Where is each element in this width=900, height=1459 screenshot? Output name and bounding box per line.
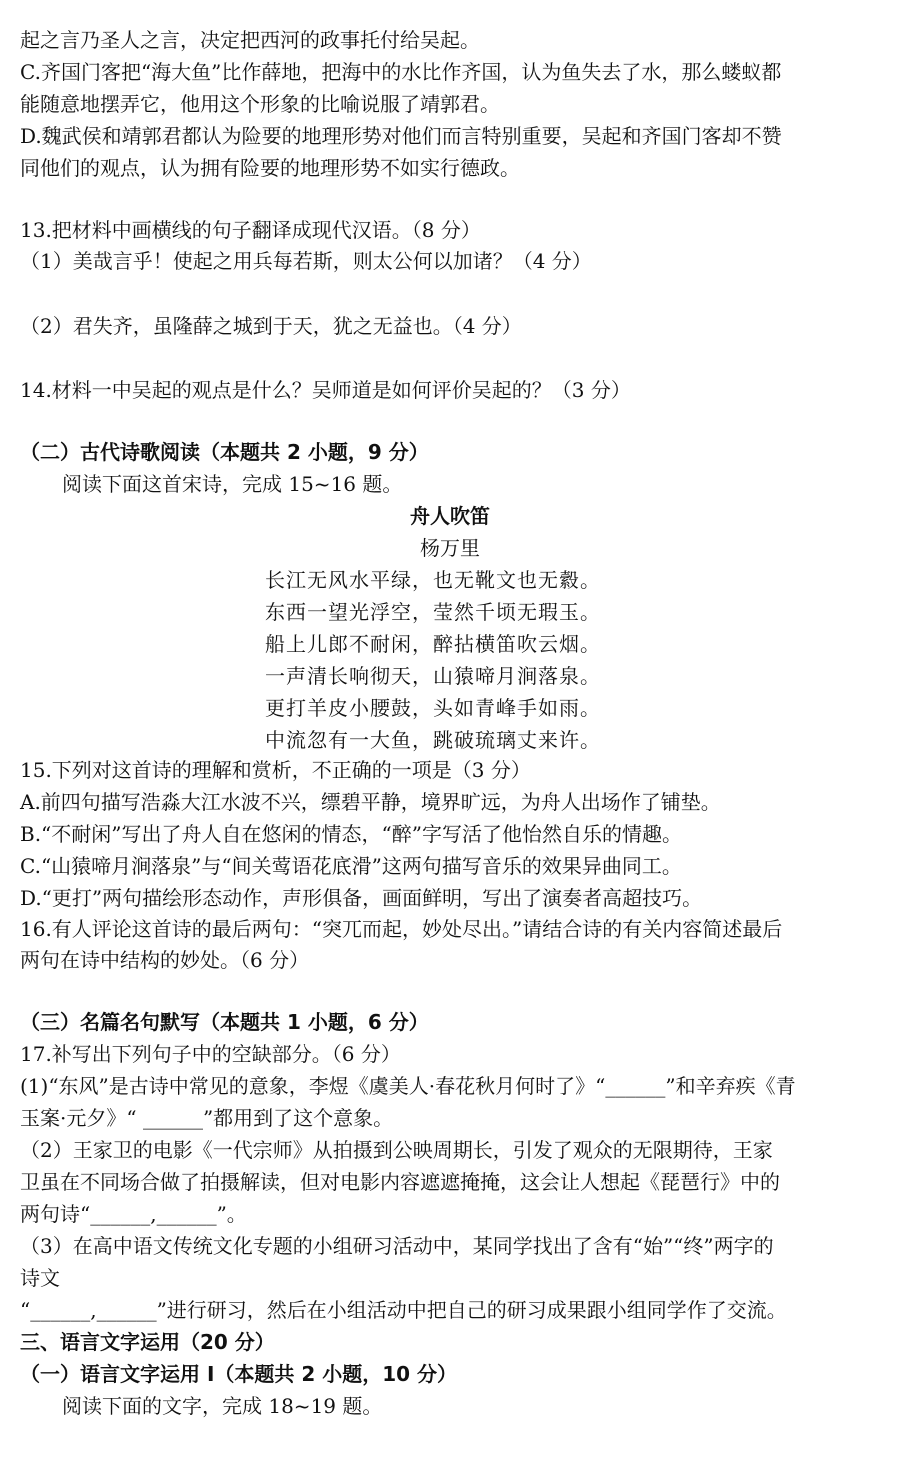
q17-sub3-line2: 诗文 [20,1266,60,1290]
poem-line: 船上儿郎不耐闲，醉拈横笛吹云烟。 [265,632,601,656]
poem-line: 一声清长响彻天，山猿啼月涧落泉。 [265,664,601,688]
section-poetry-instruction: 阅读下面这首宋诗，完成 15~16 题。 [62,472,403,496]
q17-stem: 17.补写出下列句子中的空缺部分。（6 分） [20,1042,401,1066]
q15-option-b: B.“不耐闲”写出了舟人自在悠闲的情态，“醉”字写活了他怡然自乐的情趣。 [20,822,682,846]
q15-option-d: D.“更打”两句描绘形态动作，声形俱备，画面鲜明，写出了演奏者高超技巧。 [20,886,703,910]
q13-sub1: （1）美哉言乎！使起之用兵每若斯，则太公何以加诸？（4 分） [20,249,592,273]
q16-stem-line1: 16.有人评论这首诗的最后两句：“突兀而起，妙处尽出。”请结合诗的有关内容简述最后 [20,917,783,941]
poem-title: 舟人吹笛 [410,504,490,528]
q15-stem: 15.下列对这首诗的理解和赏析，不正确的一项是（3 分） [20,758,531,782]
q17-sub2-line1: （2）王家卫的电影《一代宗师》从拍摄到公映周期长，引发了观众的无限期待，王家 [20,1138,773,1162]
q14-stem: 14.材料一中吴起的观点是什么？吴师道是如何评价吴起的？（3 分） [20,378,631,402]
q15-option-c: C.“山猿啼月涧落泉”与“间关莺语花底滑”这两句描写音乐的效果异曲同工。 [20,854,682,878]
poem-line: 中流忽有一大鱼，跳破琉璃丈来许。 [265,728,601,752]
part3-heading: 三、语言文字运用（20 分） [20,1330,275,1354]
q12-option-c-line2: 能随意地摆弄它，他用这个形象的比喻说服了靖郭君。 [20,92,500,116]
section-poetry-heading: （二）古代诗歌阅读（本题共 2 小题，9 分） [20,440,429,464]
q12-option-c-line1: C.齐国门客把“海大鱼”比作薛地，把海中的水比作齐国，认为鱼失去了水，那么蝼蚁都 [20,60,782,84]
poem-line: 长江无风水平绿，也无靴文也无縠。 [265,568,601,592]
q16-stem-line2: 两句在诗中结构的妙处。（6 分） [20,948,310,972]
q15-option-a: A.前四句描写浩淼大江水波不兴，缥碧平静，境界旷远，为舟人出场作了铺垫。 [20,790,721,814]
poem-line: 东西一望光浮空，莹然千顷无瑕玉。 [265,600,601,624]
q13-sub2: （2）君失齐，虽隆薛之城到于天，犹之无益也。（4 分） [20,314,522,338]
part3-instruction: 阅读下面的文字，完成 18~19 题。 [62,1394,383,1418]
q12-option-d-line2: 同他们的观点，认为拥有险要的地理形势不如实行德政。 [20,156,520,180]
section-dictation-heading: （三）名篇名句默写（本题共 1 小题，6 分） [20,1010,429,1034]
q17-sub1-line1: (1)“东风”是古诗中常见的意象，李煜《虞美人·春花秋月何时了》“______”和辛弃疾《青 [20,1074,796,1098]
poem-line: 更打羊皮小腰鼓，头如青峰手如雨。 [265,696,601,720]
q17-sub3-line1: （3）在高中语文传统文化专题的小组研习活动中，某同学找出了含有“始”“终”两字的 [20,1234,774,1258]
q17-sub3-line3: “______,______”进行研习，然后在小组活动中把自己的研习成果跟小组同学作了交流。 [20,1298,787,1322]
q13-stem: 13.把材料中画横线的句子翻译成现代汉语。（8 分） [20,218,481,242]
part3-sub-heading: （一）语言文字运用 I（本题共 2 小题，10 分） [20,1362,458,1386]
poem-author: 杨万里 [420,536,480,560]
q17-sub2-line2: 卫虽在不同场合做了拍摄解读，但对电影内容遮遮掩掩，这会让人想起《琵琶行》中的 [20,1170,780,1194]
q17-sub2-line3: 两句诗“______,______”。 [20,1202,247,1226]
q12-option-d-line1: D.魏武侯和靖郭君都认为险要的地理形势对他们而言特别重要，吴起和齐国门客却不赞 [20,124,782,148]
q17-sub1-line2: 玉案·元夕》“ ______”都用到了这个意象。 [20,1106,394,1130]
q12-option-b-continuation: 起之言乃圣人之言，决定把西河的政事托付给吴起。 [20,28,480,52]
